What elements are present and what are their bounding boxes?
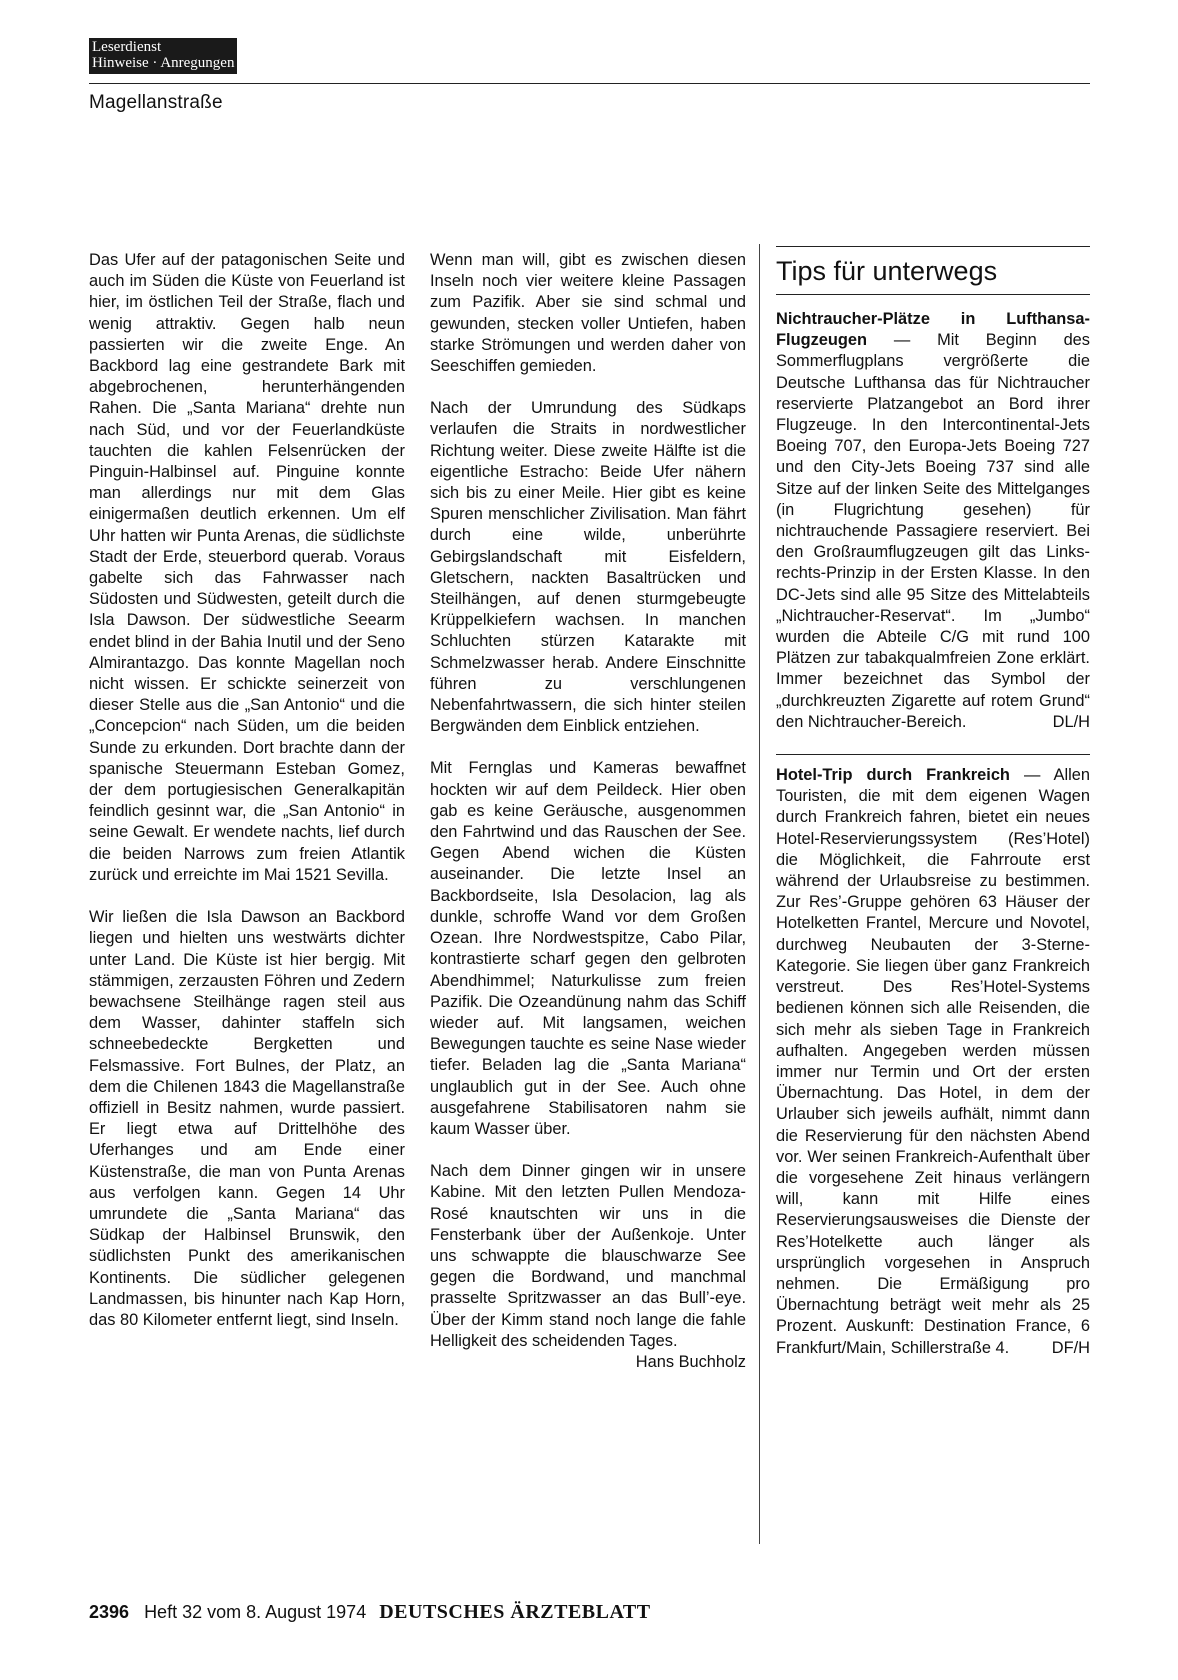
page-footer	[89, 1601, 651, 1624]
article-paragraph: Mit Fernglas und Kameras bewaffnet hockten wir auf dem Peildeck. Hier oben gab es keine Geräusche, ausgenommen den Fahrtwind und das Rauschen der See. Gegen Abend wichen die Küsten auseinander. Die letzte Insel an Backbordseite, Isla Desolacion, lag als dunkle, schroffe Wand vor dem Großen Ozean. Ihre Nordwestspitze, Cabo Pilar, kontrastierte scharf gegen den gelbroten Abendhimmel; Naturkulisse zum freien Pazifik. Die Ozeandünung nahm das Schiff wieder auf. Mit langsamen, weichen Bewegungen tauchte es seine Nase wieder tiefer. Beladen lag die „Santa Mariana“ unglaublich gut in der See. Auch ohne ausgefahrene Stabilisatoren nahm sie kaum Wasser über.	[430, 759, 746, 1138]
tip-title: Hotel-Trip durch Frankreich	[776, 766, 1010, 785]
tip-sign: DF/H	[1051, 1338, 1090, 1357]
tips-heading: Tips für unterwegs	[776, 256, 998, 286]
tip-item	[776, 309, 1090, 733]
header-rule	[89, 83, 1090, 84]
column-divider	[759, 244, 760, 1544]
tip-sign: DL/H	[1052, 712, 1090, 731]
issue-info: Heft 32 vom 8. August 1974	[144, 1602, 367, 1622]
tips-column	[776, 250, 1090, 1380]
page-title: Magellanstraße	[89, 92, 223, 113]
article-paragraph: Wir ließen die Isla Dawson an Backbord liegen und hielten uns westwärts dichter unter Land. Die Küste ist hier bergig. Mit stämmigen, zerzausten Föhren und Zedern bewachsene Steilhänge ragen steil aus dem Wasser, dahinter staffeln sich schneebedeckte Bergketten und Felsmassive. Fort Bulnes, der Platz, an dem die Chilenen 1843 die Magellanstraße offiziell in Besitz nahmen, wurde passiert. Er liegt etwa auf Drittelhöhe des Uferhanges und am Ende einer Küstenstraße, die man von Punta Arenas aus verfolgen kann. Gegen 14 Uhr umrundete die „Santa Mariana“ das Südkap der Halbinsel Brunswik, den südlichsten Punkt des amerikanischen Kontinents. Die südlicher gelegenen Landmassen, bis hinunter nach Kap Horn, das 80 Kilometer entfernt liegt, sind Inseln.	[89, 908, 405, 1329]
section-label-box	[89, 38, 237, 74]
tip-item	[776, 765, 1090, 1359]
tip-separator	[776, 754, 1090, 755]
article-column-1	[89, 250, 405, 1352]
tips-top-rule	[776, 246, 1090, 247]
tip-title: Nichtraucher-Plätze in Lufthansa-Flugzeugen	[776, 310, 1090, 350]
tips-heading-rule	[776, 294, 1090, 295]
article-column-2	[430, 250, 746, 1373]
tip-body: — Mit Beginn des Sommerflugplans vergrößerte die Deutsche Lufthansa das für Nichtraucher reservierte Platzangebot an Bord ihrer Flugzeuge. In den Intercontinental-Jets Boeing 707, den Europa-Jets Boeing 727 und den City-Jets Boeing 737 sind alle Sitze auf der linken Seite des Mittelganges (in Flugrichtung gesehen) für nichtrauchende Passagiere reserviert. Bei den Großraumflugzeugen gilt das Links-rechts-Prinzip in der Ersten Klasse. In den DC-Jets sind alle 95 Sitze des Mittelabteils „Nichtraucher-Reservat“. Im „Jumbo“ wurden die Abteile C/G mit rund 100 Plätzen zur tabakqualmfreien Zone erklärt. Immer bezeichnet das Symbol der „durchkreuzten Zigarette auf rotem Grund“ den Nichtraucher-Bereich.	[776, 331, 1090, 731]
magazine-name: DEUTSCHES ÄRZTEBLATT	[379, 1601, 651, 1623]
article-paragraph	[430, 1161, 746, 1371]
article-paragraph-text: Nach dem Dinner gingen wir in unsere Kabine. Mit den letzten Pullen Mendoza-Rosé knautschten wir uns in die Fensterbank über der Außenkoje. Unter uns schwappte die blauschwarze See gegen die Bordwand, und manchmal prasselte Spritzwasser an das Bull’-eye. Über der Kimm stand noch lange die fahle Helligkeit des scheidenden Tages.	[430, 1162, 746, 1350]
section-label-line1: Leserdienst	[92, 39, 162, 55]
author-name: Hans Buchholz	[635, 1352, 746, 1371]
article-paragraph: Nach der Umrundung des Südkaps verlaufen die Straits in nordwestlicher Richtung weiter. Diese zweite Hälfte ist die eigentliche Estracho: Beide Ufer nähern sich bis zu einer Meile. Hier gibt es keine Spuren menschlicher Zivilisation. Man fährt durch eine wilde, unberührte Gebirgslandschaft mit Eisfeldern, Gletschern, nackten Basaltrücken und Steilhängen, auf denen sturmgebeugte Krüppelkiefern wachsen. In manchen Schluchten stürzen Katarakte mit Schmelzwasser herab. Andere Einschnitte führen zu verschlungenen Nebenfahrtwassern, die sich hinter steilen Bergwänden dem Einblick entziehen.	[430, 399, 746, 736]
tip-body: — Allen Touristen, die mit dem eigenen Wagen durch Frankreich fahren, bietet ein neues Hotel-Reservierungssystem (Res’Hotel) die Möglichkeit, die Fahrroute erst während der Urlaubsreise zu bestimmen. Zur Res’-Gruppe gehören 63 Häuser der Hotelketten Frantel, Mercure und Novotel, durchweg Neubauten der 3-Sterne-Kategorie. Sie liegen über ganz Frankreich verstreut. Des Res’Hotel-Systems bedienen können sich alle Reisenden, die sich mehr als sieben Tage in Frankreich aufhalten. Angegeben werden müssen immer nur Termin und Ort der ersten Übernachtung. Das Hotel, in dem der Urlauber sich jeweils aufhält, nimmt dann die Reservierung für den nächsten Abend vor. Wer seinen Frankreich-Aufenthalt über die vorgesehene Zeit hinaus verlängern will, kann mit Hilfe eines Reservierungsausweises die Dienste der Res’Hotelkette auch länger als ursprünglich vorgesehen in Anspruch nehmen. Die Ermäßigung pro Übernachtung beträgt weit mehr als 25 Prozent. Auskunft: Destination France, 6 Frankfurt/Main, Schillerstraße 4.	[776, 766, 1091, 1357]
article-paragraph: Das Ufer auf der patagonischen Seite und auch im Süden die Küste von Feuerland ist hier, im östlichen Teil der Straße, flach und wenig attraktiv. Gegen halb neun passierten wir die zweite Enge. An Backbord lag eine gestrandete Bark mit abgebrochenen, herunterhängenden Rahen. Die „Santa Mariana“ drehte nun nach Süd, und vor der Feuerlandküste tauchten die kahlen Felsenrücken der Pinguin-Halbinsel auf. Pinguine konnte man allerdings nur mit dem Glas einigermaßen deutlich erkennen. Um elf Uhr hatten wir Punta Arenas, die südlichste Stadt der Erde, steuerbord querab. Voraus gabelte sich das Fahrwasser nach Südosten und Südwesten, geteilt durch die Isla Dawson. Der südwestliche Seearm endet blind in der Bahia Inutil und der Seno Almirantazgo. Das konnte Magellan noch nicht wissen. Er schickte seinerzeit von dieser Stelle aus die „San Antonio“ und die „Concepcion“ nach Süden, um die beiden Sunde zu erkunden. Dort brachte dann der spanische Steuermann Esteban Gomez, der dem portugiesischen Generalkapitän feindlich gesinnt war, die „San Antonio“ in seine Gewalt. Er wendete nachts, lief durch die beiden Narrows zum freien Atlantik zurück und erreichte im Mai 1521 Sevilla.	[89, 251, 405, 884]
section-label-line2: Hinweise · Anregungen	[92, 55, 235, 71]
page-number: 2396	[89, 1602, 130, 1622]
article-paragraph: Wenn man will, gibt es zwischen diesen Inseln noch vier weitere kleine Passagen zum Pazifik. Aber sie sind schmal und gewunden, stecken voller Untiefen, haben starke Strömungen und werden daher von Seeschiffen gemieden.	[430, 251, 746, 376]
